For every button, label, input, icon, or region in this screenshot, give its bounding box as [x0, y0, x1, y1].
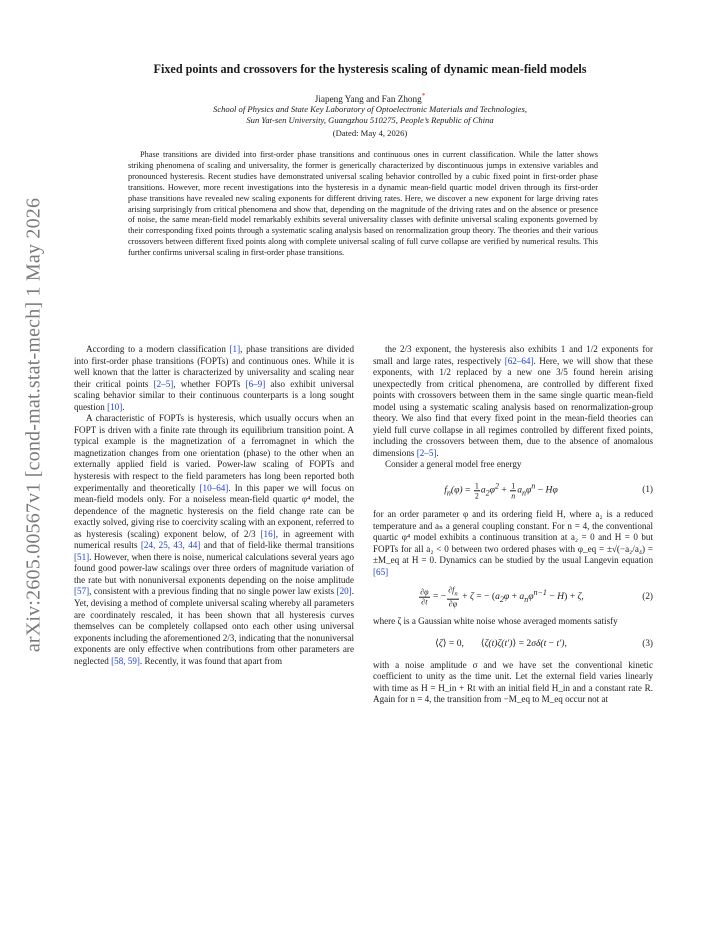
citation-link[interactable]: [58, 59]	[111, 655, 140, 666]
citation-link[interactable]: [10]	[107, 401, 123, 412]
paragraph	[373, 459, 653, 471]
citation-link[interactable]: [57]	[74, 586, 90, 597]
text-run: the 2/3 exponent, the hysteresis also exhibits 1 and 1/2 exponents for small and large rates, respectively	[373, 344, 653, 366]
affiliation-line-2: Sun Yat-sen University, Guangzhou 510275, People’s Republic of China	[246, 115, 494, 125]
paragraph	[74, 344, 354, 413]
left-column	[74, 344, 354, 667]
equation-1	[373, 476, 653, 504]
right-column	[373, 344, 653, 706]
dated-line: (Dated: May 4, 2026)	[332, 128, 408, 138]
corresponding-author-mark[interactable]: *	[421, 92, 426, 100]
text-run: . In this paper we will focus on mean-field models only. For a noiseless mean-field quartic φ⁴ model, the dependence of the magnetic hysteresis on the field change rate can be exactly solved, giving rise to coercivity scaling with an exponent, referred to as hysteresis (scaling) exponent below, of 2/3	[74, 482, 355, 539]
arxiv-sidebar-stamp	[14, 190, 54, 660]
equation-number: (1)	[642, 484, 653, 495]
text-run: .	[122, 401, 125, 412]
citation-link[interactable]: [10–64]	[199, 482, 229, 493]
paragraph	[373, 660, 653, 706]
text-run: for an order parameter φ and its ordering field H, where a₂ is a reduced temperature and aₙ a general coupling constant. For n = 4, the conventional quartic φ⁴ model exhibits a continuous transition at a₂ = 0 and H = 0 but FOPTs for all a₂ < 0 between two ordered phases with φ_eq = ±√(−a₂/a₄) = ±M_eq at H = 0. Dynamics can be studied by the usual Langevin equation	[373, 509, 653, 566]
arxiv-id[interactable]: arXiv:2605.00567v1 [cond-mat.stat-mech] 1 May 2026	[22, 197, 45, 653]
authors: Jiapeng Yang and Fan Zhong	[314, 94, 422, 105]
text-run: Consider a general model free energy	[385, 459, 522, 470]
text-run: .	[436, 447, 439, 458]
citation-link[interactable]: [2–5]	[153, 378, 174, 389]
citation-link[interactable]: [62–64]	[504, 355, 534, 366]
free-energy-formula: $f_n(\varphi)$ = $\frac{1}{2}$ $a_2\varphi^2$ + $\frac{1}{n}$ $a_n\varphi^n - H\varphi$	[444, 480, 558, 500]
langevin-equation: $\frac{\partial\varphi}{\partial t}$ = − $\frac{\partial f_n}{\partial\varphi}$ + ζ = − $(a_2\varphi + a_n\varphi^{n-1} - H) + \zeta$,	[420, 586, 584, 609]
text-run: and that of field-like thermal transitions	[200, 540, 354, 551]
paragraph	[74, 413, 354, 667]
text-run: . Recently, it was found that apart from	[139, 655, 283, 666]
affiliation	[60, 104, 680, 126]
abstract: Phase transitions are divided into first-order phase transitions and continuous ones in current classification. While the latter shows striking phenomena of scaling and universality, the former is generically characterized by discontinuous jumps in extensive variables and pronounced hysteresis. Recent studies have demonstrated universal scaling behavior controlled by a cubic fixed point in first-order phase transitions. However, more recent investigations into the hysteresis in a dynamic mean-field quartic model driven through its first-order phase transitions have revealed new scaling exponents for different driving rates. Here, we discover a new exponent for large driving rates arising surprisingly from critical phenomena and show that, depending on the magnitude of the driving rates and on the absence or presence of noise, the same mean-field model remarkably exhibits several universality classes with definite universal scaling exponents governed by their corresponding fixed points through a systematic scaling analysis based on renormalization group theory. The theories and their various crossovers between different fixed points along with complete universal scaling of full curve collapse are verified by numerical results. This further confirms universal scaling in first-order phase transitions.	[128, 150, 598, 258]
paragraph	[373, 344, 653, 459]
citation-link[interactable]: [20]	[336, 586, 352, 597]
affiliation-line-1: School of Physics and State Key Laboratory of Optoelectronic Materials and Technologies,	[213, 104, 527, 114]
text-run: also exhibit universal scaling behavior similar to their continuous counterparts is a long sought question	[74, 378, 354, 412]
text-run: According to a modern classification	[86, 344, 230, 354]
text-run: , in agreement with numerical results	[74, 528, 354, 551]
paragraph	[373, 616, 653, 628]
citation-link[interactable]: [6–9]	[245, 378, 266, 389]
paper-title: Fixed points and crossovers for the hysteresis scaling of dynamic mean-field models	[153, 62, 587, 76]
text-run: where ζ is a Gaussian white noise whose averaged moments satisfy	[373, 616, 618, 627]
text-run: A characteristic of FOPTs is hysteresis, which usually occurs when an FOPT is driven with a finite rate through its equilibrium transition point. A typical example is the magnetization of a ferromagnet in which the magnetization changes from one orientation (phase) to the other when an externally applied field is varied. Power-law scaling of FOPTs and hysteresis with respect to the field parameters has long been reported both experimentally and theoretically	[74, 413, 354, 493]
paragraph	[373, 509, 653, 578]
text-run: . However, when there is noise, numerical calculations several years ago found good power-law scalings over three orders of magnitude variation of the rate but with nonuniversal exponents depending on the noise amplitude	[74, 551, 354, 585]
citation-link[interactable]: [2–5]	[416, 447, 437, 458]
text-run: , phase transitions are divided into first-order phase transitions (FOPTs) and continuous ones. While it is well known that the latter is characterized by universality and scaling near their critical points	[74, 344, 355, 389]
equation-3	[373, 633, 653, 655]
author-line	[60, 92, 680, 104]
text-run: with a noise amplitude σ and we have set the conventional kinetic coefficient to unity as the time unit. Let the external field varies linearly with time as H = H_in + Rt with an initial field H_in and a constant rate R. Again for n = 4, the transition from −M_eq to M_eq occur not at	[373, 659, 653, 705]
text-run: . Yet, devising a method of complete universal scaling whereby all parameters are coordinately rescaled, it has been shown that all hysteresis curves themselves can be completely collapsed onto each other using universal exponents including the aforementioned 2/3, indicating that the nonuniversal exponents are only effective when contributions from other parameters are neglected	[74, 586, 354, 666]
citation-link[interactable]: [16]	[260, 528, 276, 539]
equation-2	[373, 583, 653, 611]
text-run: . Here, we will show that these exponents, with 1/2 replaced by a new one 3/5 found herein arising unexpectedly from critical phenomena, are controlled by different fixed points with crossovers between them in the same single quartic mean-field model using a systematic scaling analysis based on renormalization-group theory. We also find that every fixed point in the mean-field theories can yield full curve collapse in all regimes controlled by different fixed points, including the crossovers between them, due to the absence of anomalous dimensions	[373, 355, 653, 458]
equation-number: (3)	[642, 638, 653, 649]
citation-link[interactable]: [65]	[373, 566, 389, 577]
citation-link[interactable]: [24, 25, 43, 44]	[140, 540, 201, 551]
noise-moments: ⟨ζ⟩ = 0, ⟨ζ(t)ζ(t′)⟩ = 2σδ(t − t′),	[435, 638, 567, 650]
text-run: , whether FOPTs	[173, 378, 246, 389]
citation-link[interactable]: [1]	[229, 344, 241, 354]
equation-number: (2)	[642, 591, 653, 602]
text-run: , consistent with a previous finding that no single power law exists	[89, 586, 337, 597]
citation-link[interactable]: [51]	[74, 551, 90, 562]
